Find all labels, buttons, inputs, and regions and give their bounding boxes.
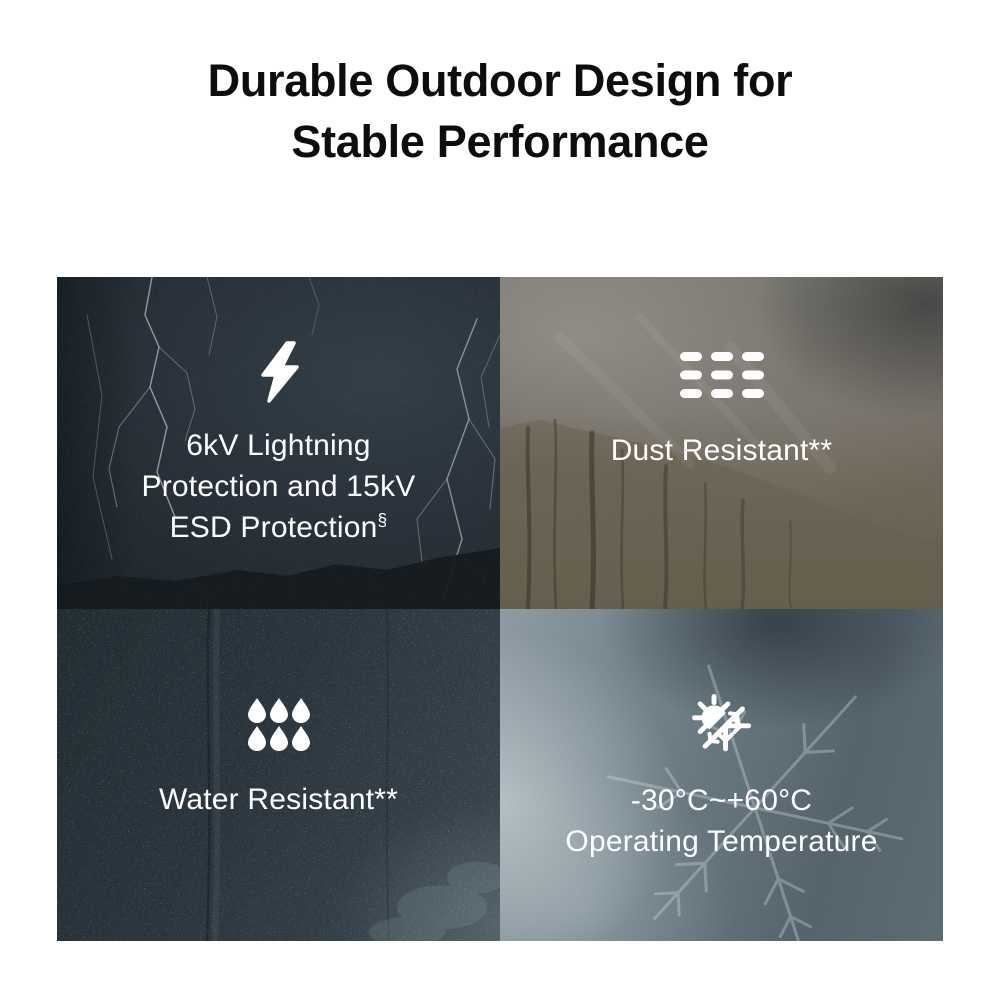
water-caption-label: Water Resistant** xyxy=(158,783,399,816)
dust-grid-icon xyxy=(680,352,764,398)
footnote-marker: § xyxy=(377,510,388,530)
sun-snowflake-icon xyxy=(690,692,754,756)
page-title xyxy=(0,50,1000,172)
panel-lightning-protection xyxy=(57,277,500,609)
water-caption xyxy=(159,779,398,820)
dust-caption-label: Dust Resistant** xyxy=(610,434,833,467)
lightning-caption-line-2: Protection and 15kV xyxy=(141,470,416,503)
panel-operating-temperature xyxy=(500,609,943,941)
panel-dust-resistant xyxy=(500,277,943,609)
water-drops-icon xyxy=(248,698,310,751)
dust-caption xyxy=(611,430,833,471)
lightning-caption xyxy=(142,425,416,548)
panel-water-resistant xyxy=(57,609,500,941)
feature-grid xyxy=(57,277,943,941)
lightning-caption-line-3: ESD Protection§ xyxy=(169,510,388,544)
title-line-1: Durable Outdoor Design for xyxy=(207,55,793,106)
lightning-caption-line-1: 6kV Lightning xyxy=(186,429,371,462)
temperature-label: Operating Temperature xyxy=(565,825,878,858)
title-line-2: Stable Performance xyxy=(291,116,709,167)
lightning-bolt-icon xyxy=(254,341,304,403)
temperature-caption xyxy=(565,780,877,862)
temperature-range: -30°C~+60°C xyxy=(630,784,813,817)
